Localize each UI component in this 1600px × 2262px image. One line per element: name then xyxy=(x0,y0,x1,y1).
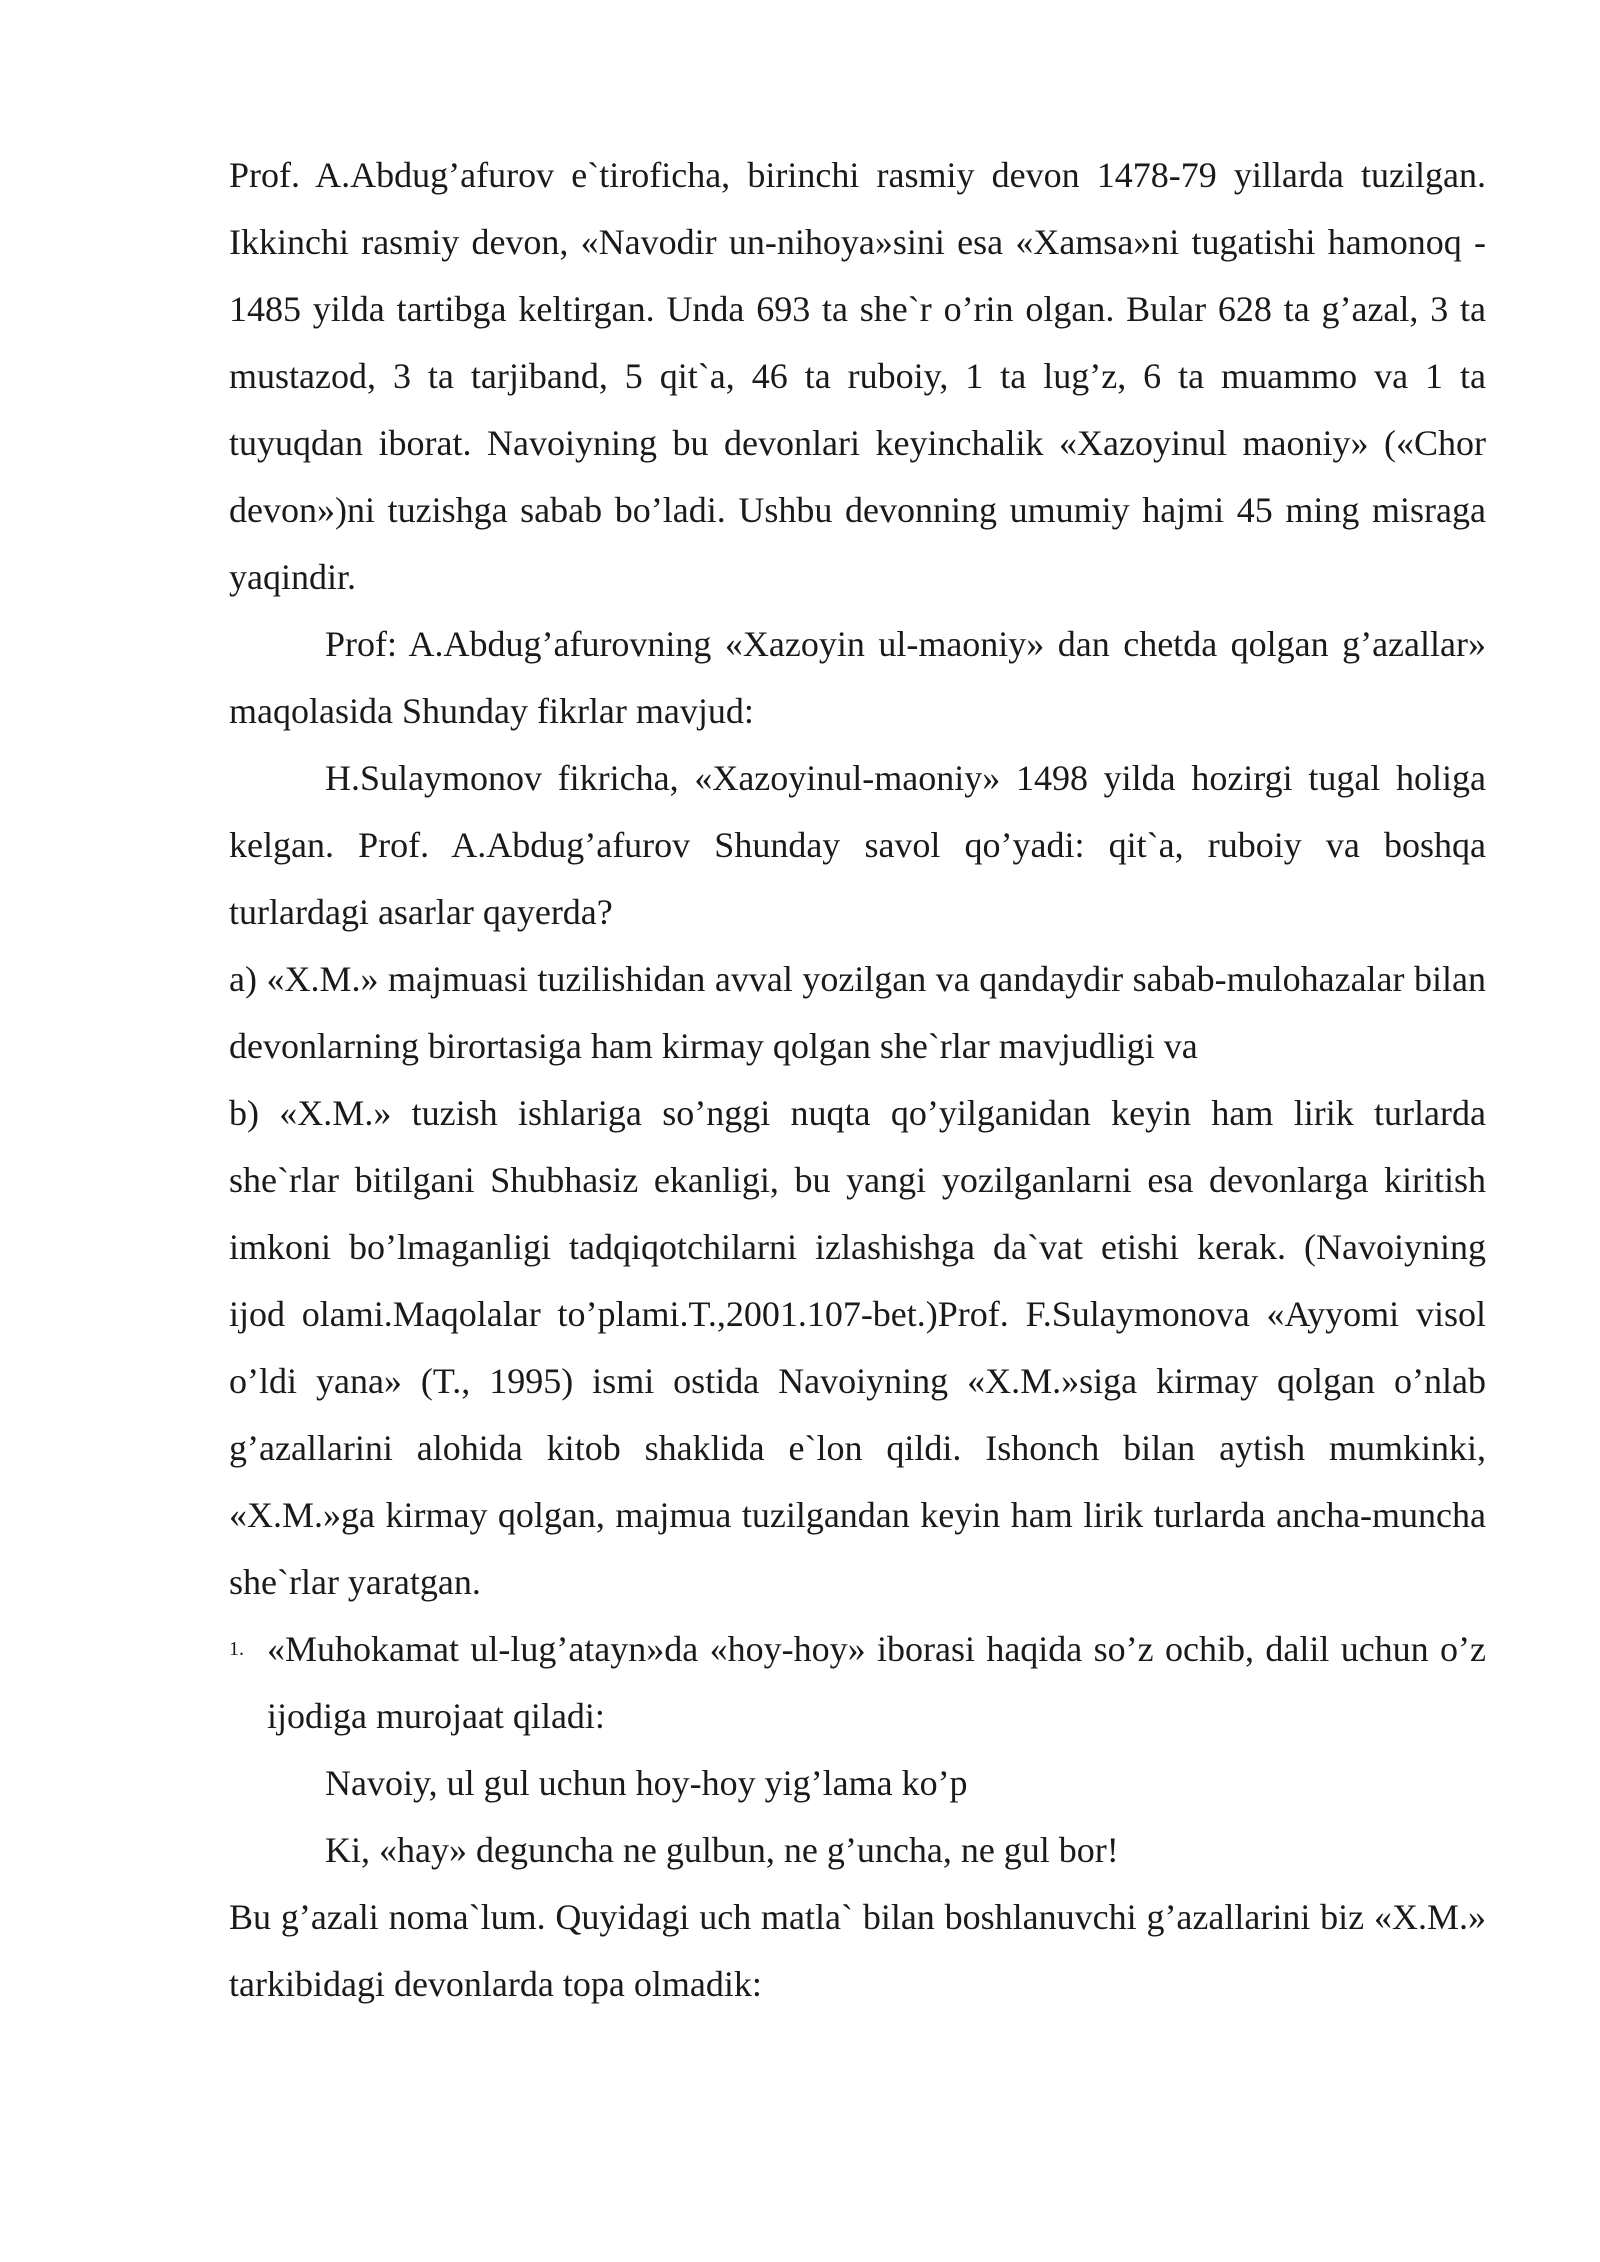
list-item-text: «Muhokamat ul-lug’atayn»da «hoy-hoy» iborasi haqida so’z ochib, dalil uchun o’z ijodiga murojaat qiladi: xyxy=(267,1629,1486,1736)
list-number: 1. xyxy=(229,1638,244,1660)
verse-line-2: Ki, «hay» deguncha ne gulbun, ne g’uncha, ne gul bor! xyxy=(325,1830,1119,1870)
document-body xyxy=(229,142,1486,2018)
paragraph-sulaymonov-opinion: H.Sulaymonov fikricha, «Xazoyinul-maoniy» 1498 yilda hozirgi tugal holiga kelgan. Prof. A.Abdug’afurov Shunday savol qo’yadi: qit`a, ruboiy va boshqa turlardagi asarlar qayerda? xyxy=(229,758,1486,932)
paragraph-point-b: b) «X.M.» tuzish ishlariga so’nggi nuqta qo’yilganidan keyin ham lirik turlarda she`rlar bitilgani Shubhasiz ekanligi, bu yangi yozilganlarni esa devonlarga kiritish imkoni bo’lmaganligi tadqiqotchilarni izlashishga da`vat etishi kerak. (Navoiyning ijod olami.Maqolalar to’plami.T.,2001.107-bet.)Prof. F.Sulaymonova «Ayyomi visol o’ldi yana» (T., 1995) ismi ostida Navoiyning «X.M.»siga kirmay qolgan o’nlab g’azallarini alohida kitob shaklida e`lon qildi. Ishonch bilan aytish mumkinki, «X.M.»ga kirmay qolgan, majmua tuzilgandan keyin ham lirik turlarda ancha-muncha she`rlar yaratgan. xyxy=(229,1093,1486,1602)
paragraph-point-a: a) «X.M.» majmuasi tuzilishidan avval yozilgan va qandaydir sabab-mulohazalar bilan devonlarning birortasiga ham kirmay qolgan she`rlar mavjudligi va xyxy=(229,959,1486,1066)
paragraph-article-intro: Prof: A.Abdug’afurovning «Xazoyin ul-maoniy» dan chetda qolgan g’azallar» maqolasida Shunday fikrlar mavjud: xyxy=(229,624,1486,731)
numbered-list-item xyxy=(229,1616,1486,1750)
paragraph-devon-history: Prof. A.Abdug’afurov e`tiroficha, birinchi rasmiy devon 1478-79 yillarda tuzilgan. Ikkinchi rasmiy devon, «Navodir un-nihoya»sini esa «Xamsa»ni tugatishi hamonoq - 1485 yilda tartibga keltirgan. Unda 693 ta she`r o’rin olgan. Bular 628 ta g’azal, 3 ta mustazod, 3 ta tarjiband, 5 qit`a, 46 ta ruboiy, 1 ta lug’z, 6 ta muammo va 1 ta tuyuqdan iborat. Navoiyning bu devonlari keyinchalik «Xazoyinul maoniy» («Chor devon»)ni tuzishga sabab bo’ladi. Ushbu devonning umumiy hajmi 45 ming misraga yaqindir. xyxy=(229,155,1486,597)
paragraph-closing: Bu g’azali noma`lum. Quyidagi uch matla` bilan boshlanuvchi g’azallarini biz «X.M.» tarkibidagi devonlarda topa olmadik: xyxy=(229,1897,1486,2004)
verse-line-1: Navoiy, ul gul uchun hoy-hoy yig’lama ko’p xyxy=(325,1763,968,1803)
